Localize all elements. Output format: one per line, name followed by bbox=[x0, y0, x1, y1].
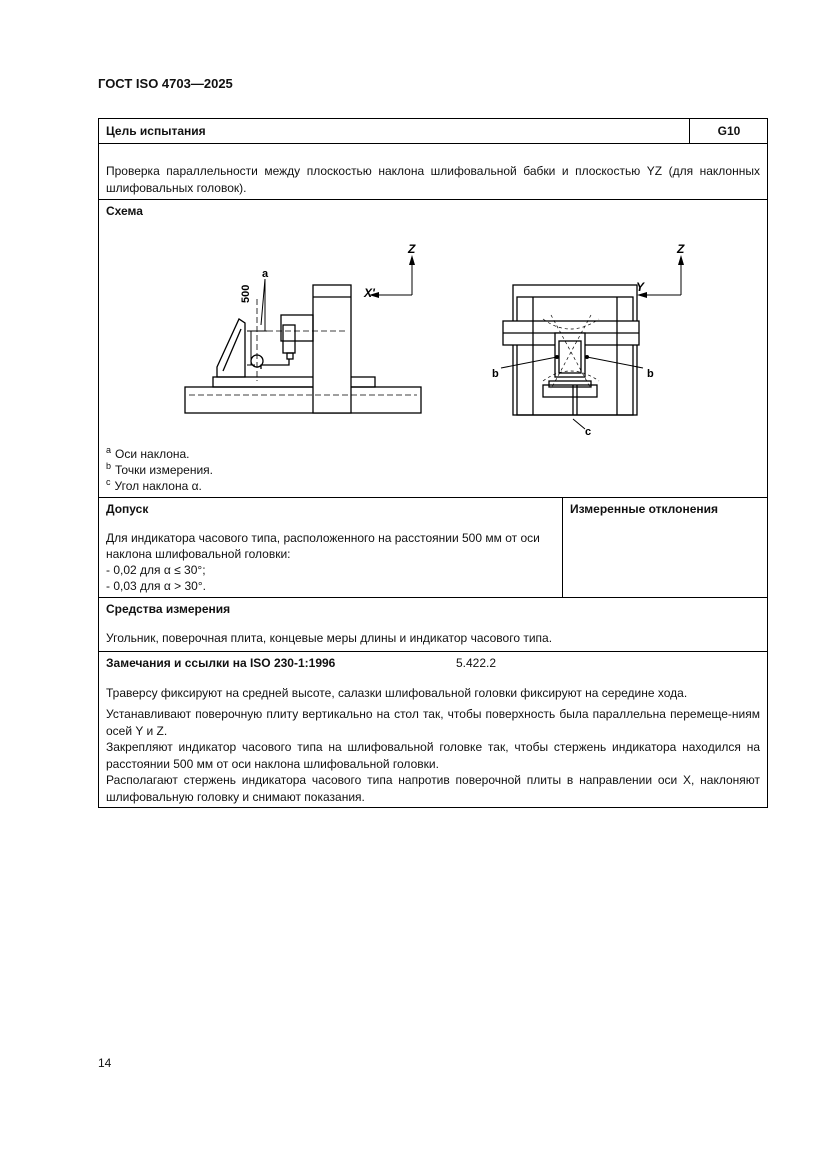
marker-b-right: b bbox=[647, 368, 654, 380]
diagram-label: Схема bbox=[106, 204, 143, 218]
marker-b-left: b bbox=[492, 368, 499, 380]
remarks-paragraph-4: Располагают стержень индикатора часового типа напротив поверочной плиты в направлении оси X, наклоняют шлифовальную головку и снимают показания. bbox=[106, 773, 760, 804]
left-axes bbox=[377, 261, 412, 295]
grinding-head bbox=[281, 315, 313, 341]
test-code: G10 bbox=[717, 124, 741, 138]
marker-a: a bbox=[262, 268, 269, 280]
axis-z-label-left: Z bbox=[408, 242, 416, 256]
left-centerlines bbox=[189, 299, 417, 395]
remarks-ref: 5.422.2 bbox=[456, 656, 497, 670]
dimension-500: 500 bbox=[240, 284, 252, 303]
note-c: $^c$ Угол наклона α. bbox=[106, 477, 202, 493]
measure-point-right bbox=[585, 355, 589, 359]
tolerance-item-1: - 0,02 для α ≤ 30°; bbox=[106, 563, 206, 577]
axis-z-label-right: Z bbox=[677, 242, 685, 256]
angle-plate bbox=[217, 319, 245, 377]
remarks-paragraph-2: Устанавливают поверочную плиту вертикально на стол так, чтобы поверхность была параллельна перемеще-ниям осей Y и Z. bbox=[106, 707, 760, 738]
right-machine-outline bbox=[503, 285, 639, 415]
left-diagram bbox=[99, 119, 769, 499]
marker-c: c bbox=[585, 426, 592, 438]
remarks-paragraph-3: Закрепляют индикатор часового типа на шлифовальной головке так, чтобы стержень индикатора находился на расстоянии 500 мм от оси наклона шлифовальной головки. bbox=[106, 740, 760, 771]
machine-base bbox=[185, 387, 421, 413]
instruments-label: Средства измерения bbox=[106, 602, 231, 616]
tolerance-label: Допуск bbox=[106, 502, 149, 516]
document-title: ГОСТ ISO 4703—2025 bbox=[98, 76, 233, 91]
axis-z-arrow-left bbox=[409, 255, 415, 265]
axis-y-label: Y bbox=[636, 280, 645, 294]
left-machine-outline bbox=[185, 285, 421, 413]
indicator-arm bbox=[261, 359, 289, 369]
measure-point-left bbox=[555, 355, 559, 359]
axis-x-label: X' bbox=[364, 286, 375, 300]
tolerance-divider bbox=[562, 497, 563, 597]
right-axes bbox=[645, 261, 681, 295]
note-a: $^a$ Оси наклона. bbox=[106, 445, 190, 461]
remarks-label: Замечания и ссылки на ISO 230-1:1996 bbox=[106, 656, 336, 670]
page-number: 14 bbox=[98, 1056, 112, 1070]
divider bbox=[99, 651, 767, 652]
tolerance-text: Для индикатора часового типа, расположенного на расстоянии 500 мм от оси наклона шлифовальной головки: bbox=[106, 531, 540, 561]
measured-label: Измеренные отклонения bbox=[570, 502, 719, 516]
test-purpose-label: Цель испытания bbox=[106, 124, 206, 138]
tolerance-item-2: - 0,03 для α > 30°. bbox=[106, 579, 206, 593]
axis-z-arrow-right bbox=[678, 255, 684, 265]
instruments-text: Угольник, поверочная плита, концевые меры длины и индикатор часового типа. bbox=[106, 631, 553, 645]
divider bbox=[99, 597, 767, 598]
remarks-paragraph-1: Траверсу фиксируют на средней высоте, салазки шлифовальной головки фиксируют на середине хода. bbox=[106, 686, 688, 700]
machine-column bbox=[313, 285, 351, 413]
note-b: $^b$ Точки измерения. bbox=[106, 461, 213, 477]
divider bbox=[99, 497, 767, 498]
test-sheet-table bbox=[98, 118, 768, 808]
test-purpose-text: Проверка параллельности между плоскостью наклона шлифовальной бабки и плоскостью YZ (для наклонных шлифовальных головок). bbox=[106, 164, 760, 195]
